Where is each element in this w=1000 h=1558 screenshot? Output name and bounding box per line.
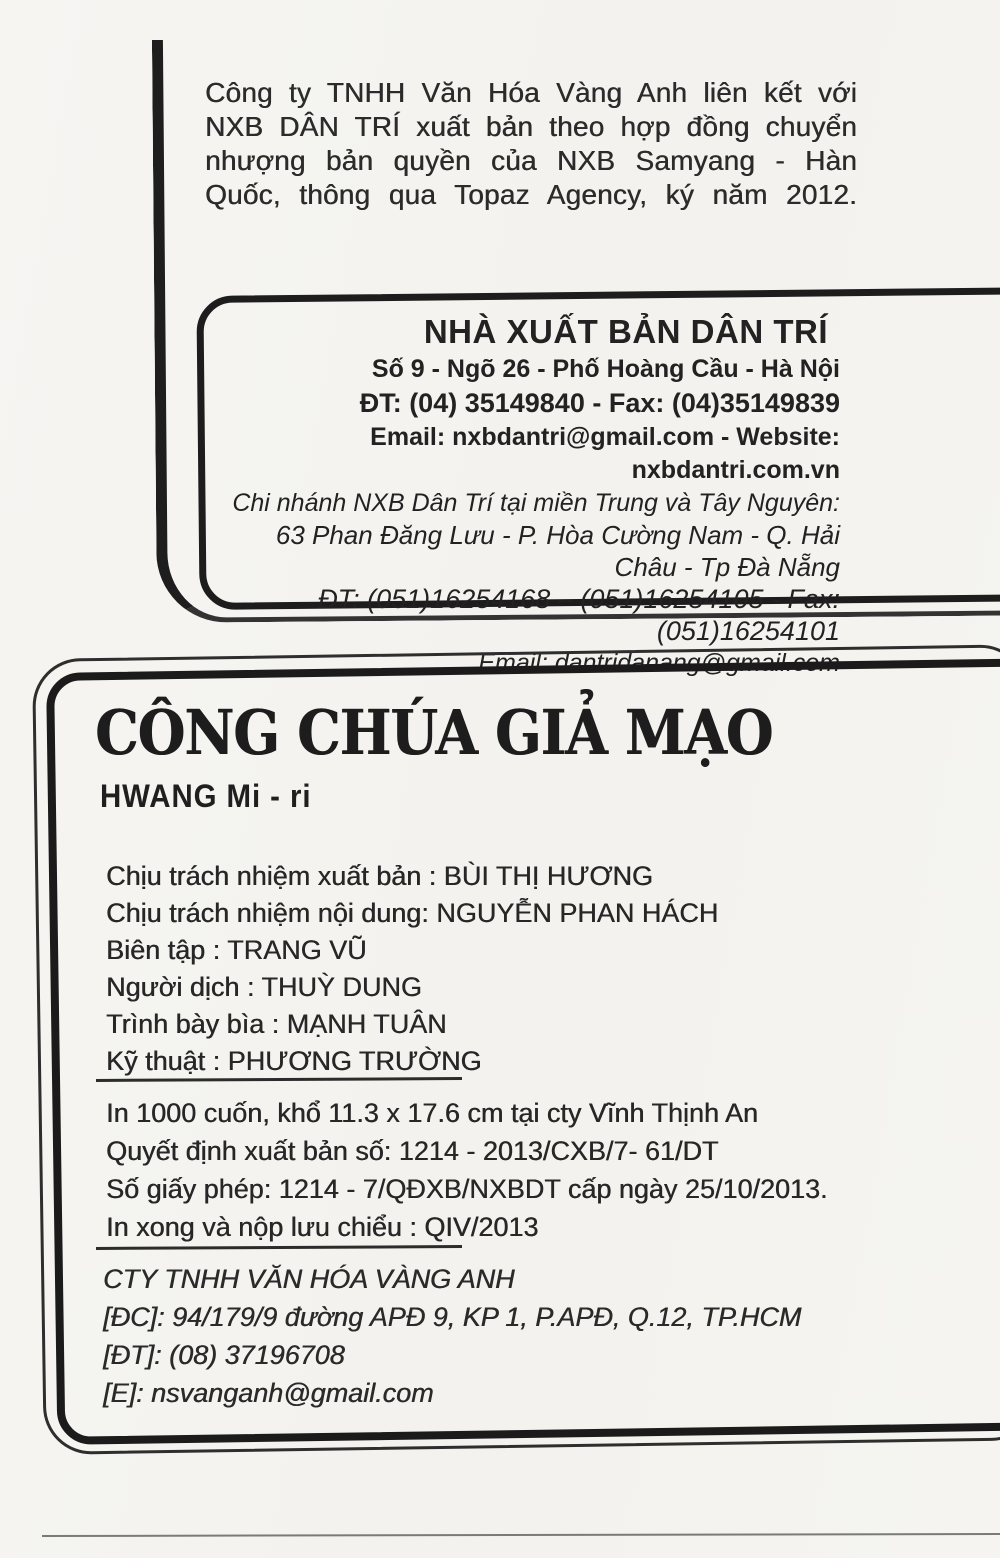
credit-line: Kỹ thuật : PHƯƠNG TRƯỜNG: [106, 1046, 482, 1076]
book-author: HWANG Mi - ri: [100, 778, 312, 814]
publisher-branch-email: Email: dantridanang@gmail.com: [478, 649, 840, 677]
publisher-address: Số 9 - Ngõ 26 - Phố Hoàng Cầu - Hà Nội: [371, 355, 840, 383]
printing-line: Quyết định xuất bản số: 1214 - 2013/CXB/7- 61/DT: [106, 1136, 719, 1166]
company-line: [E]: nsvanganh@gmail.com: [103, 1378, 434, 1408]
copyright-line: nhượng bản quyền của NXB Samyang - Hàn: [205, 145, 857, 176]
credits-list: [106, 858, 806, 1080]
copyright-line: Quốc, thông qua Topaz Agency, ký năm 2012.: [205, 179, 857, 210]
company-line: [ĐC]: 94/179/9 đường APĐ 9, KP 1, P.APĐ, Q.12, TP.HCM: [103, 1302, 802, 1332]
company-line: CTY TNHH VĂN HÓA VÀNG ANH: [103, 1264, 515, 1294]
printing-info: [106, 1094, 906, 1246]
publisher-branch-title: Chi nhánh NXB Dân Trí tại miền Trung và Tây Nguyên:: [232, 489, 840, 517]
publisher-phone-fax: ĐT: (04) 35149840 - Fax: (04)35149839: [359, 388, 840, 418]
company-line: [ĐT]: (08) 37196708: [103, 1340, 345, 1370]
publisher-name: NHÀ XUẤT BẢN DÂN TRÍ: [423, 313, 828, 350]
credit-line: Trình bày bìa : MẠNH TUÂN: [106, 1009, 447, 1039]
credit-line: Người dịch : THUỲ DUNG: [106, 972, 422, 1002]
printing-line: In 1000 cuốn, khổ 11.3 x 17.6 cm tại cty Vĩnh Thịnh An: [106, 1098, 758, 1128]
printing-line: In xong và nộp lưu chiểu : QIV/2013: [106, 1212, 539, 1242]
publisher-email-website: Email: nxbdantri@gmail.com - Website: nxbdantri.com.vn: [370, 423, 840, 484]
copyright-line: NXB DÂN TRÍ xuất bản theo hợp đồng chuyển: [205, 111, 857, 142]
publisher-info: [215, 312, 840, 679]
company-info: [103, 1260, 903, 1412]
publisher-branch-phone-fax: ĐT: (051)16254168 – (051)16254105 - Fax: (051)16254101: [318, 584, 840, 646]
credit-line: Biên tập : TRANG VŨ: [106, 935, 367, 965]
credit-line: Chịu trách nhiệm nội dung: NGUYỄN PHAN HÁCH: [106, 898, 719, 928]
book-title: CÔNG CHÚA GIẢ MẠO: [95, 696, 773, 769]
printing-line: Số giấy phép: 1214 - 7/QĐXB/NXBDT cấp ngày 25/10/2013.: [106, 1174, 828, 1204]
publisher-branch-address: 63 Phan Đăng Lưu - P. Hòa Cường Nam - Q. Hải Châu - Tp Đà Nẵng: [275, 520, 840, 582]
copyright-line: Công ty TNHH Văn Hóa Vàng Anh liên kết với: [205, 77, 857, 108]
page-bottom-scan-line: [42, 1533, 1000, 1537]
credit-line: Chịu trách nhiệm xuất bản : BÙI THỊ HƯƠNG: [106, 861, 653, 891]
